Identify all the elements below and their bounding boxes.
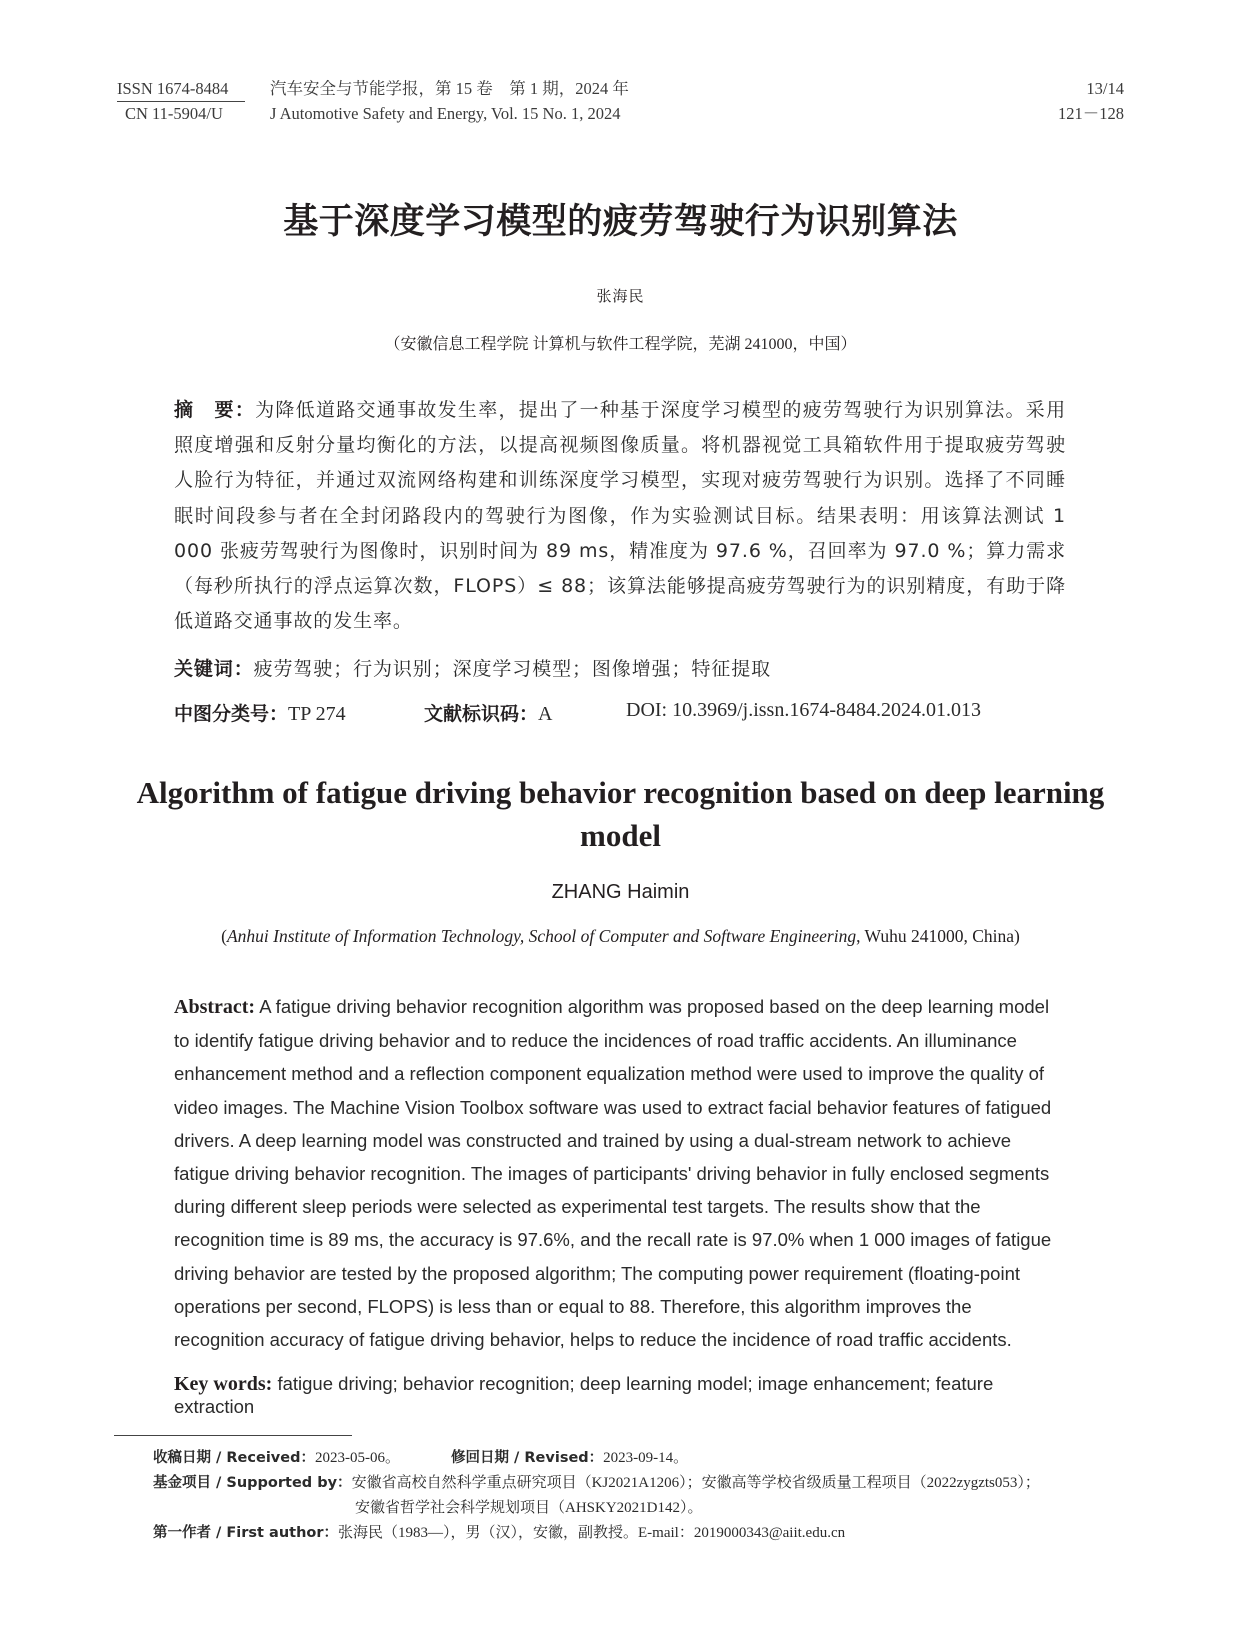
keywords-en-text: fatigue driving; behavior recognition; deep learning model; image enhancement; feature extraction — [174, 1373, 994, 1417]
author-cn: 张海民 — [596, 289, 645, 305]
doc-code-label: 文献标识码： — [424, 703, 539, 725]
revised-date — [451, 1446, 688, 1471]
abstract-cn-text: 为降低道路交通事故发生率，提出了一种基于深度学习模型的疲劳驾驶行为识别算法。采用照度增强和反射分量均衡化的方法，以提高视频图像质量。将机器视觉工具箱软件用于提取疲劳驾驶人脸行为特征，并通过双流网络构建和训练深度学习模型，实现对疲劳驾驶行为识别。选择了不同睡眠时间段参与者在全封闭路段内的驾驶行为图像，作为实验测试目标。结果表明：用该算法测试 1 000 张疲劳驾驶行为图像时，识别时间为 89 ms，精准度为 97.6 %，召回率为 97.0 %；算力需求（每秒所执行的浮点运算次数，FLOPS）≤ 88；该算法能够提高疲劳驾驶行为的识别精度，有助于降低道路交通事故的发生率。 — [174, 399, 1066, 633]
first-author-label: 第一作者 / First author： — [153, 1525, 339, 1541]
keywords-cn-text: 疲劳驾驶；行为识别；深度学习模型；图像增强；特征提取 — [253, 658, 772, 680]
journal-name-cn: 汽车安全与节能学报，第 15 卷 第 1 期，2024 年 — [270, 79, 629, 98]
funding-line-1: 安徽省高校自然科学重点研究项目（KJ2021A1206）；安徽高等学校省级质量工程项目（2022zygzts053）； — [351, 1475, 1040, 1491]
received-date — [153, 1446, 400, 1471]
clc-label: 中图分类号： — [174, 703, 289, 725]
keywords-cn-label: 关键词： — [174, 658, 254, 680]
affiliation-en: (Anhui Institute of Information Technology, School of Computer and Software Engineering, Wuhu 241000, China) — [221, 926, 1020, 946]
clc-value: TP 274 — [288, 703, 346, 725]
first-author-info — [153, 1521, 845, 1546]
issn-divider — [117, 101, 245, 102]
issn: ISSN 1674-8484 — [117, 79, 229, 98]
keywords-cn — [174, 654, 771, 681]
received-value: 2023-05-06。 — [314, 1450, 400, 1466]
paper-title-en: Algorithm of fatigue driving behavior recognition based on deep learning model — [136, 775, 1105, 853]
abstract-cn — [174, 393, 1066, 639]
revised-label: 修回日期 / Revised： — [451, 1450, 604, 1466]
abstract-en — [174, 990, 1066, 1356]
revised-value: 2023-09-14。 — [603, 1450, 689, 1466]
keywords-en-label: Key words: — [174, 1373, 273, 1395]
abstract-en-text: A fatigue driving behavior recognition algorithm was proposed based on the deep learning model to identify fatigue driving behavior and to reduce the incidences of road traffic accidents. An illuminance enhancement method and a reflection component equalization method were used to improve the quality of video images. The Machine Vision Toolbox software was used to extract facial behavior features of fatigued drivers. A deep learning model was constructed and trained by using a dual-stream network to achieve fatigue driving behavior recognition. The images of participants' driving behavior in fully enclosed segments during different sleep periods were selected as experimental test targets. The results show that the recognition time is 89 ms, the accuracy is 97.6%, and the recall rate is 97.0% when 1 000 images of fatigue driving behavior are tested by the proposed algorithm; The computing power requirement (floating-point operations per second, FLOPS) is less than or equal to 88. Therefore, this algorithm improves the recognition accuracy of fatigue driving behavior, helps to reduce the incidence of road traffic accidents. — [174, 996, 1052, 1351]
paper-title-cn: 基于深度学习模型的疲劳驾驶行为识别算法 — [283, 201, 958, 242]
footnote-divider — [114, 1435, 352, 1436]
first-author-value: 张海民（1983—），男（汉），安徽，副教授。E-mail：2019000343@aiit.edu.cn — [338, 1525, 846, 1541]
affiliation-en-institution: Anhui Institute of Information Technology, School of Computer and Software Engineering — [226, 926, 857, 946]
funding-line-2: 安徽省哲学社会科学规划项目（AHSKY2021D142）。 — [355, 1500, 703, 1516]
document-code — [424, 699, 552, 726]
received-label: 收稿日期 / Received： — [153, 1450, 315, 1466]
page-range: 121－128 — [1058, 104, 1124, 123]
doi-link[interactable]: DOI: 10.3969/j.issn.1674-8484.2024.01.013 — [626, 699, 981, 721]
abstract-en-label: Abstract: — [174, 996, 256, 1018]
affiliation-en-location: , Wuhu 241000, China) — [856, 926, 1020, 946]
cn-number: CN 11-5904/U — [125, 104, 223, 123]
clc-number — [174, 699, 346, 726]
abstract-cn-label: 摘 要： — [174, 399, 256, 421]
author-en: ZHANG Haimin — [551, 881, 690, 903]
journal-name-en: J Automotive Safety and Energy, Vol. 15 No. 1, 2024 — [270, 104, 621, 123]
issue-number: 13/14 — [1086, 79, 1124, 98]
funding-label: 基金项目 / Supported by： — [153, 1475, 352, 1491]
funding — [153, 1471, 1040, 1496]
affiliation-cn: （安徽信息工程学院 计算机与软件工程学院，芜湖 241000，中国） — [384, 336, 857, 353]
keywords-en — [174, 1373, 1074, 1418]
doc-code-value: A — [538, 703, 553, 725]
